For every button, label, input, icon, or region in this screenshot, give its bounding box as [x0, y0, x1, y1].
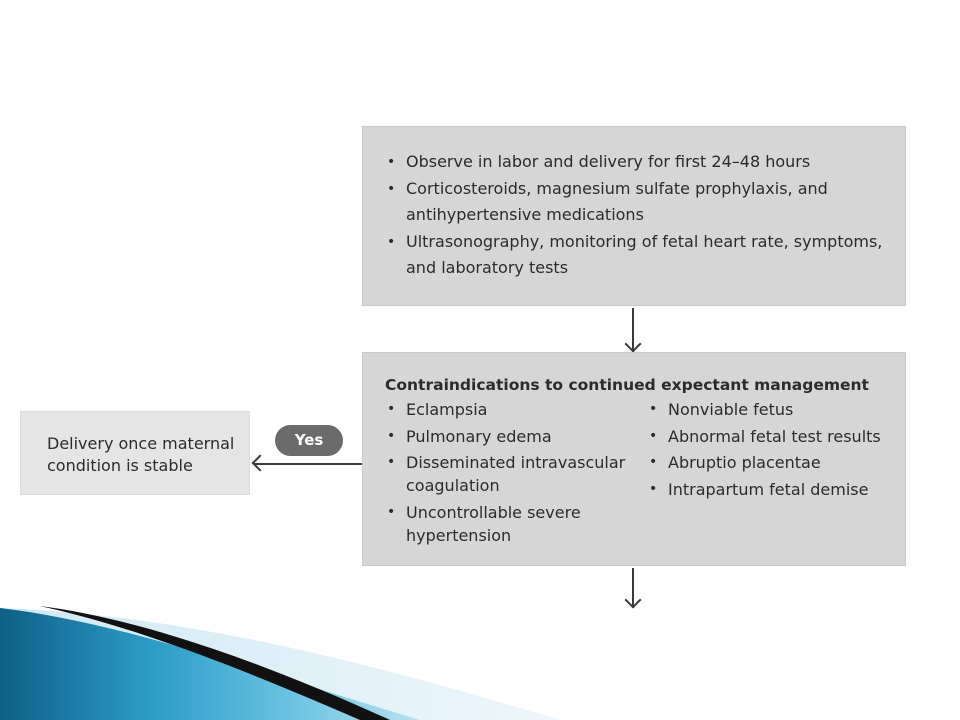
bullet-icon: • [387, 454, 396, 470]
list-item-text: Corticosteroids, magnesium sulfate prophylaxis, and antihypertensive medications [406, 178, 828, 224]
list-item-text: Intrapartum fetal demise [668, 479, 869, 499]
bullet-icon: • [649, 427, 658, 444]
fetal-contraindication-item [647, 398, 887, 421]
fetal-contraindication-item [647, 425, 887, 448]
management-step-item [385, 176, 889, 229]
yes-badge: Yes [275, 425, 343, 456]
contraindications-left-list [385, 398, 647, 550]
management-step-item [385, 229, 889, 282]
maternal-contraindication-item [385, 451, 647, 497]
list-item-text: Observe in labor and delivery for first 24–48 hours [406, 152, 811, 171]
maternal-contraindication-item [385, 425, 647, 448]
management-step-item [385, 149, 889, 176]
bullet-icon: • [387, 154, 396, 170]
bullet-icon: • [649, 480, 658, 497]
list-item-text: Abruptio placentae [668, 453, 821, 472]
bullet-icon: • [387, 427, 396, 444]
bullet-icon: • [649, 401, 658, 417]
bullet-icon: • [387, 401, 396, 417]
delivery-text: Delivery once maternal condition is stable [47, 434, 235, 475]
list-item-text: Nonviable fetus [668, 400, 794, 419]
list-item-text: Pulmonary edema [406, 426, 552, 446]
maternal-contraindication-item [385, 501, 647, 547]
bullet-icon: • [387, 180, 396, 197]
yes-arrow-connector [254, 463, 362, 465]
bullet-icon: • [387, 233, 396, 250]
delivery-box [20, 411, 250, 495]
list-item-text: Ultrasonography, monitoring of fetal heart rate, symptoms, and laboratory tests [406, 231, 883, 277]
maternal-contraindication-item [385, 398, 647, 421]
management-steps-box [362, 126, 906, 306]
fetal-contraindication-item [647, 478, 887, 501]
fetal-contraindication-item [647, 451, 887, 474]
list-item-text: Disseminated intravascular coagulation [406, 453, 626, 495]
bullet-icon: • [387, 503, 396, 520]
list-item-text: Eclampsia [406, 400, 488, 419]
list-item-text: Abnormal fetal test results [668, 426, 881, 446]
bullet-icon: • [649, 454, 658, 470]
contraindications-right-list [647, 398, 887, 550]
down-arrow-head [625, 336, 642, 353]
list-item-text: Uncontrollable severe hypertension [406, 502, 581, 545]
decorative-swoosh [0, 600, 960, 720]
management-steps-list [385, 149, 889, 282]
yes-arrow-head [252, 455, 269, 472]
contraindications-title: Contraindications to continued expectant management [385, 376, 869, 394]
contraindications-box [362, 352, 906, 566]
